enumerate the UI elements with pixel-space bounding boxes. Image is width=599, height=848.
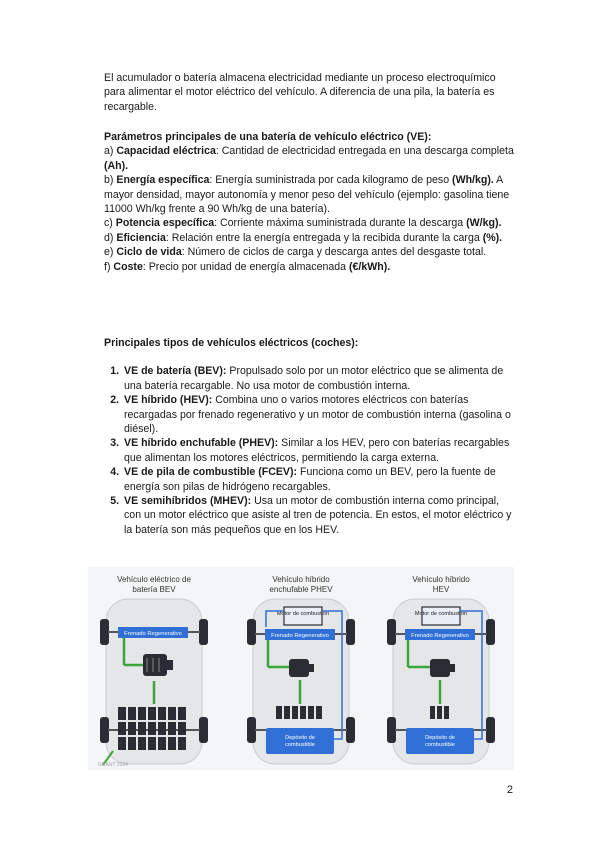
list-item: 3. VE híbrido enchufable (PHEV): Similar a los HEV, pero con baterías recargables que alimentan los motores eléctricos, permitiendo la carga externa. bbox=[122, 436, 516, 465]
vehicle-types-heading: Principales tipos de vehículos eléctricos (coches): bbox=[104, 337, 359, 349]
list-item: 4. VE de pila de combustible (FCEV): Funciona como un BEV, pero la fuente de energía son pilas de hidrógeno recargables. bbox=[122, 465, 516, 494]
list-item: 1. VE de batería (BEV): Propulsado solo por un motor eléctrico que se alimenta de una batería recargable. No usa motor de combustión interna. bbox=[122, 364, 516, 393]
wheel-icon bbox=[387, 717, 396, 743]
list-item: 2. VE híbrido (HEV): Combina uno o varios motores eléctricos con baterías recargadas por frenado regenerativo y un motor de combustión interna (gasolina o diésel). bbox=[122, 393, 516, 436]
vehicle-types-section bbox=[104, 336, 516, 537]
svg-text:Depósito decombustible: Depósito de combustible bbox=[285, 735, 315, 748]
svg-text:Motor de combustión: Motor de combustión bbox=[414, 611, 468, 617]
hev-title-line2: HEV bbox=[432, 585, 450, 594]
parameter-item: c) Potencia específica: Corriente máxima suministrada durante la descarga (W/kg). bbox=[104, 217, 502, 230]
phev-title-line2: enchufable PHEV bbox=[269, 585, 333, 594]
wheel-icon bbox=[247, 717, 256, 743]
bev-title-line1: Vehículo eléctrico de bbox=[117, 575, 191, 584]
intro-text: El acumulador o batería almacena electricidad mediante un proceso electroquímico para alimentar el motor eléctrico del vehículo. A diferencia de una pila, la batería es recargable. bbox=[104, 72, 496, 113]
fuel-tank-box bbox=[406, 728, 474, 754]
page-number: 2 bbox=[506, 784, 513, 796]
vehicle-diagram bbox=[88, 567, 514, 770]
parameter-item: e) Ciclo de vida: Número de ciclos de carga y descarga antes del desgaste total. bbox=[104, 246, 487, 259]
hev-title-line1: Vehículo híbrido bbox=[412, 575, 470, 584]
hev-car bbox=[387, 575, 495, 764]
wheel-icon bbox=[346, 619, 355, 645]
watermark: GRANT 2024 bbox=[98, 762, 128, 768]
wheel-icon bbox=[247, 619, 256, 645]
wheel-icon bbox=[199, 619, 208, 645]
intro-paragraph bbox=[104, 71, 516, 114]
phev-car bbox=[247, 575, 355, 764]
wheel-icon bbox=[346, 717, 355, 743]
phev-title-line1: Vehículo híbrido bbox=[272, 575, 330, 584]
svg-text:Frenado Regenerativo: Frenado Regenerativo bbox=[271, 633, 329, 639]
parameter-item: d) Eficiencia: Relación entre la energía entregada y la recibida durante la carga (%). bbox=[104, 231, 503, 244]
svg-text:Depósito decombustible: Depósito de combustible bbox=[425, 735, 455, 748]
parameter-item: b) Energía específica: Energía suministrada por cada kilogramo de peso (Wh/kg). A mayor densidad, mayor autonomía y menor peso del vehículo (ejemplo: gasolina tiene 11000 Wh/kg frente a 90 Wh/kg de una batería). bbox=[104, 174, 510, 216]
battery-parameters-section bbox=[104, 130, 516, 274]
wheel-icon bbox=[199, 717, 208, 743]
parameters-heading: Parámetros principales de una batería de vehículo eléctrico (VE): bbox=[104, 131, 432, 143]
battery-pack-icon bbox=[118, 707, 186, 750]
wheel-icon bbox=[100, 717, 109, 743]
wheel-icon bbox=[486, 717, 495, 743]
vehicle-types-list bbox=[104, 364, 516, 537]
svg-text:Motor de combustión: Motor de combustión bbox=[276, 611, 330, 617]
svg-text:Frenado Regenerativo: Frenado Regenerativo bbox=[124, 631, 182, 637]
fuel-tank-box bbox=[266, 728, 334, 754]
electric-motor-icon bbox=[289, 659, 309, 677]
wheel-icon bbox=[486, 619, 495, 645]
wheel-icon bbox=[100, 619, 109, 645]
list-item: 5. VE semihíbridos (MHEV): Usa un motor de combustión interna como principal, con un motor eléctrico que asiste al tren de potencia. En estos, el motor eléctrico y la batería son más pequeños que en los HEV. bbox=[122, 494, 516, 537]
parameter-item: a) Capacidad eléctrica: Cantidad de electricidad entregada en una descarga completa (Ah). bbox=[104, 145, 514, 172]
wheel-icon bbox=[387, 619, 396, 645]
vehicle-types-figure bbox=[88, 567, 514, 770]
parameter-item: f) Coste: Precio por unidad de energía almacenada (€/kWh). bbox=[104, 260, 391, 273]
svg-text:Frenado Regenerativo: Frenado Regenerativo bbox=[411, 633, 469, 639]
electric-motor-icon bbox=[430, 659, 450, 677]
battery-pack-icon bbox=[430, 706, 449, 719]
bev-car bbox=[98, 575, 208, 768]
bev-title-line2: batería BEV bbox=[132, 585, 176, 594]
